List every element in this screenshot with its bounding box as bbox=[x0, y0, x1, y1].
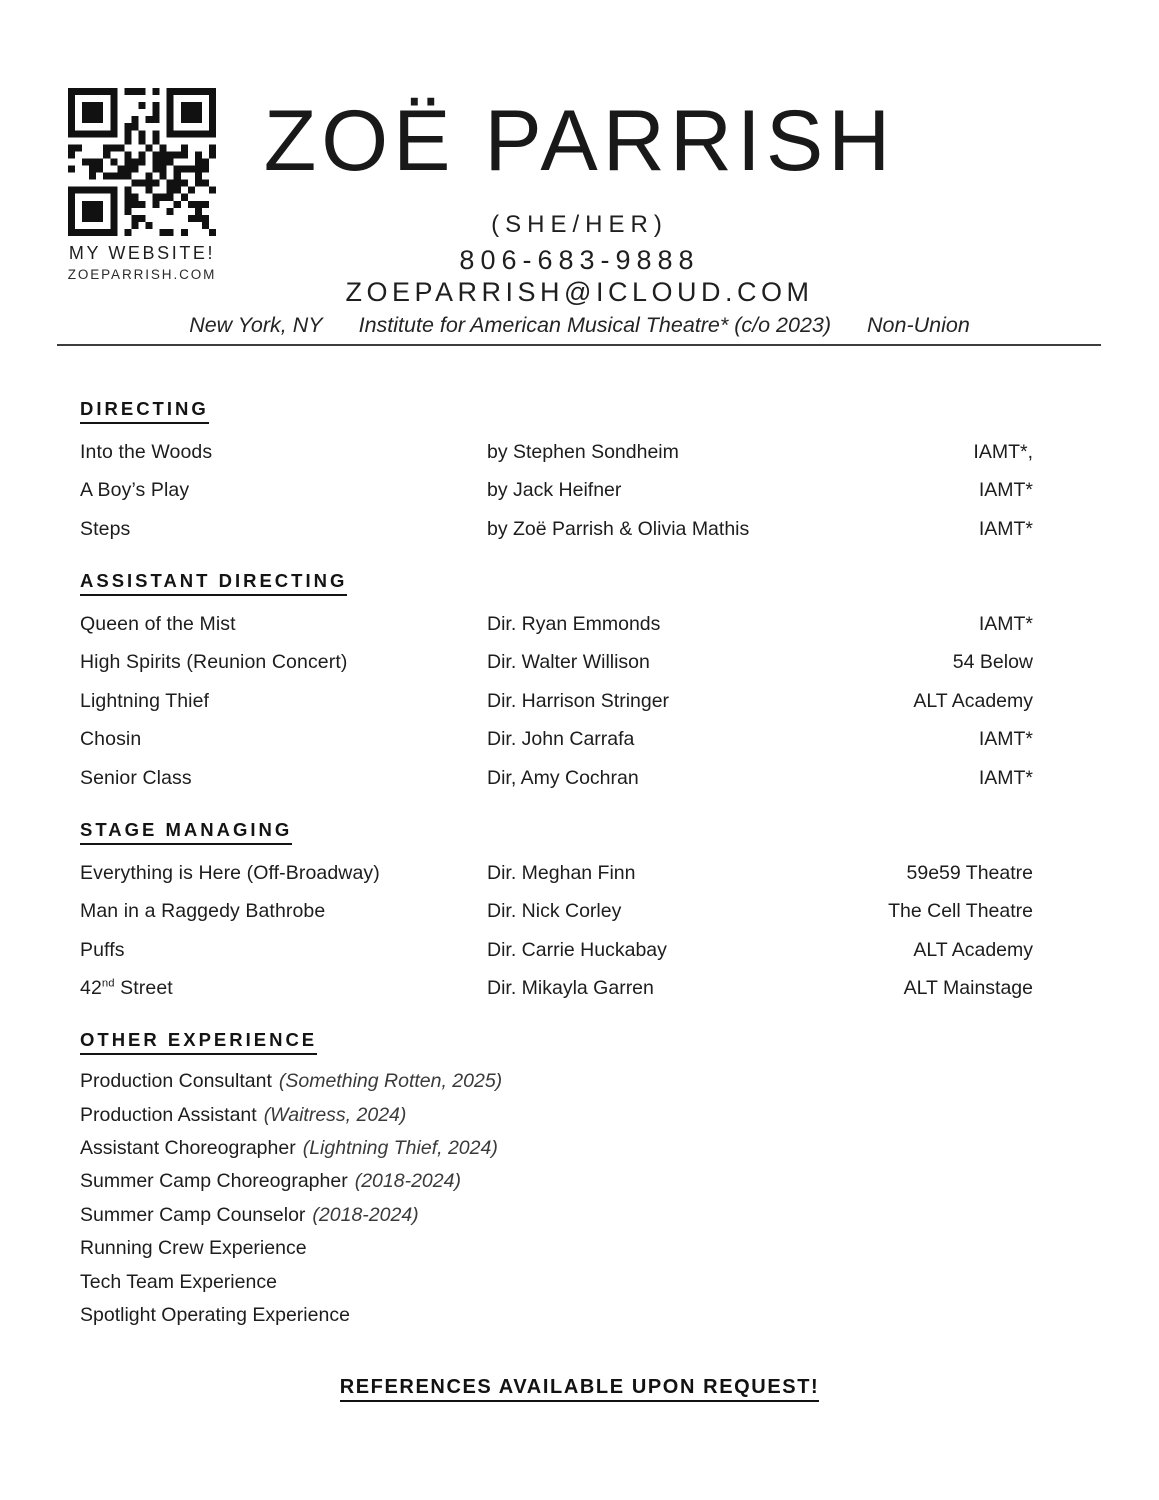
role-text: Production Assistant bbox=[80, 1103, 257, 1126]
credits-rows bbox=[80, 433, 1033, 549]
role-text: Tech Team Experience bbox=[80, 1270, 277, 1293]
role-text: Summer Camp Counselor bbox=[80, 1203, 306, 1226]
show-title: Senior Class bbox=[80, 766, 192, 789]
other-experience-item bbox=[80, 1099, 1033, 1132]
show-title: High Spirits (Reunion Concert) bbox=[80, 651, 348, 674]
phone-number: 806-683-9888 bbox=[459, 245, 700, 275]
credit-person: by Zoë Parrish & Olivia Mathis bbox=[487, 517, 750, 540]
credit-person: by Stephen Sondheim bbox=[487, 440, 679, 463]
credits-rows bbox=[80, 854, 1033, 1008]
credit-venue: IAMT*, bbox=[973, 440, 1033, 463]
other-experience-section bbox=[80, 1029, 1033, 1332]
credit-row bbox=[80, 721, 1033, 760]
credit-person: Dir. Walter Willison bbox=[487, 651, 650, 674]
credits-section bbox=[80, 819, 1033, 1008]
show-title: Steps bbox=[80, 517, 131, 540]
role-text: Production Consultant bbox=[80, 1070, 272, 1093]
show-title: Puffs bbox=[80, 938, 125, 961]
role-note: (2018-2024) bbox=[354, 1170, 461, 1193]
role-text: Summer Camp Choreographer bbox=[80, 1170, 348, 1193]
other-experience-item bbox=[80, 1065, 1033, 1098]
credit-person: Dir. Carrie Huckabay bbox=[487, 938, 667, 961]
credit-person: by Jack Heifner bbox=[487, 479, 622, 502]
credit-row bbox=[80, 892, 1033, 931]
credit-venue: IAMT* bbox=[978, 728, 1033, 751]
show-title: A Boy’s Play bbox=[80, 479, 190, 502]
show-title: 42nd Street bbox=[80, 977, 173, 1000]
header-divider bbox=[57, 344, 1101, 346]
references-note: REFERENCES AVAILABLE UPON REQUEST! bbox=[340, 1376, 820, 1402]
email-address: ZOEPARRISH@ICLOUD.COM bbox=[345, 277, 814, 307]
credit-venue: 54 Below bbox=[952, 651, 1033, 674]
credit-venue: IAMT* bbox=[978, 766, 1033, 789]
credit-person: Dir. Ryan Emmonds bbox=[487, 612, 661, 635]
credit-venue: IAMT* bbox=[978, 479, 1033, 502]
section-heading: ASSISTANT DIRECTING bbox=[80, 570, 347, 596]
footer bbox=[0, 1376, 1159, 1402]
credit-venue: ALT Mainstage bbox=[903, 977, 1033, 1000]
credit-venue: IAMT* bbox=[978, 612, 1033, 635]
school-text: Institute for American Musical Theatre* (c/o 2023) bbox=[358, 313, 832, 337]
credit-row bbox=[80, 931, 1033, 970]
role-note: (Waitress, 2024) bbox=[263, 1103, 407, 1126]
section-heading: OTHER EXPERIENCE bbox=[80, 1029, 317, 1055]
credit-row bbox=[80, 854, 1033, 893]
credit-row bbox=[80, 759, 1033, 798]
qr-website-url: ZOEPARRISH.COM bbox=[67, 267, 217, 282]
credit-row bbox=[80, 970, 1033, 1009]
show-title: Chosin bbox=[80, 728, 142, 751]
credit-row bbox=[80, 472, 1033, 511]
credit-row bbox=[80, 643, 1033, 682]
role-note: (Something Rotten, 2025) bbox=[278, 1070, 503, 1093]
section-heading: STAGE MANAGING bbox=[80, 819, 292, 845]
credit-person: Dir. Meghan Finn bbox=[487, 861, 636, 884]
qr-caption: MY WEBSITE! bbox=[68, 243, 216, 263]
credit-row bbox=[80, 433, 1033, 472]
other-experience-items bbox=[80, 1065, 1033, 1332]
credit-venue: IAMT* bbox=[978, 517, 1033, 540]
credits-section bbox=[80, 398, 1033, 549]
section-heading: DIRECTING bbox=[80, 398, 209, 424]
pronouns-text: (SHE/HER) bbox=[491, 211, 668, 238]
credit-row bbox=[80, 510, 1033, 549]
show-title: Into the Woods bbox=[80, 440, 213, 463]
role-text: Assistant Choreographer bbox=[80, 1137, 296, 1160]
experience-sections bbox=[80, 398, 1033, 1008]
credit-person: Dir, Amy Cochran bbox=[487, 766, 639, 789]
credit-venue: ALT Academy bbox=[913, 689, 1033, 712]
union-status-text: Non-Union bbox=[867, 313, 970, 337]
credit-person: Dir. Mikayla Garren bbox=[487, 977, 654, 1000]
other-experience-item bbox=[80, 1232, 1033, 1265]
other-experience-item bbox=[80, 1265, 1033, 1298]
resume-body bbox=[80, 398, 1033, 1353]
other-experience-item bbox=[80, 1132, 1033, 1165]
other-experience-item bbox=[80, 1165, 1033, 1198]
credit-venue: ALT Academy bbox=[913, 938, 1033, 961]
show-title: Lightning Thief bbox=[80, 689, 210, 712]
credit-venue: 59e59 Theatre bbox=[906, 861, 1033, 884]
credit-person: Dir. John Carrafa bbox=[487, 728, 635, 751]
credit-row bbox=[80, 682, 1033, 721]
page-title: ZOË PARRISH bbox=[263, 93, 896, 189]
location-text: New York, NY bbox=[189, 313, 323, 337]
credit-person: Dir. Harrison Stringer bbox=[487, 689, 670, 712]
show-title: Man in a Raggedy Bathrobe bbox=[80, 900, 326, 923]
role-text: Spotlight Operating Experience bbox=[80, 1304, 350, 1327]
role-text: Running Crew Experience bbox=[80, 1237, 307, 1260]
credit-row bbox=[80, 605, 1033, 644]
role-note: (2018-2024) bbox=[312, 1203, 419, 1226]
credits-rows bbox=[80, 605, 1033, 798]
credit-venue: The Cell Theatre bbox=[888, 900, 1033, 923]
other-experience-item bbox=[80, 1299, 1033, 1332]
credits-section bbox=[80, 570, 1033, 798]
role-note: (Lightning Thief, 2024) bbox=[302, 1137, 498, 1160]
credit-person: Dir. Nick Corley bbox=[487, 900, 622, 923]
info-line bbox=[0, 313, 1159, 338]
show-title: Queen of the Mist bbox=[80, 612, 236, 635]
show-title: Everything is Here (Off-Broadway) bbox=[80, 861, 380, 884]
other-experience-item bbox=[80, 1199, 1033, 1232]
